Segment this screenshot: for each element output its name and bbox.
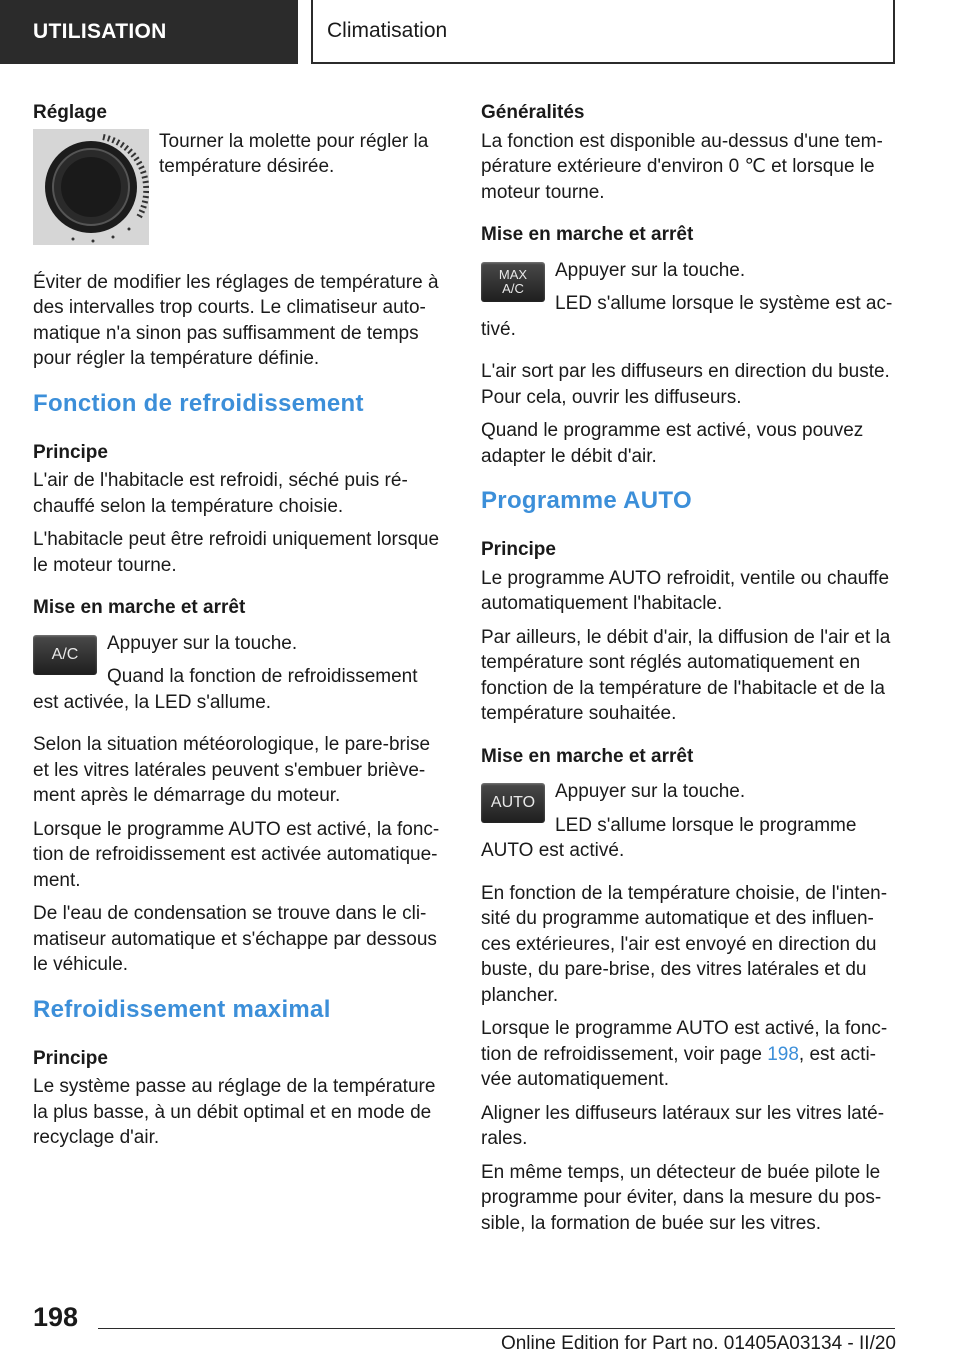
auto-principe-paragraph-1: Le programme AUTO refroidit, ventile ou chauffe automatiquement l'habitacle. <box>481 567 890 614</box>
footer-divider <box>98 1328 895 1329</box>
principe-paragraph-1: L'air de l'habitacle est refroidi, séché puis ré‐chauffé selon la température choisie. <box>33 470 408 517</box>
reglage-heading: Réglage <box>33 102 107 123</box>
auto-principe-paragraph-2: Par ailleurs, le débit d'air, la diffusion de l'air et la température sont réglés automatiquement en fonction de la température de l'habitacle et de la température souhaitée. <box>481 626 891 724</box>
auto-marche-arret-heading: Mise en marche et arrêt <box>481 745 694 767</box>
max-ac-label-2: A/C <box>502 280 524 296</box>
aligner-paragraph: Aligner les diffuseurs latéraux sur les vitres laté‐rales. <box>481 1102 885 1149</box>
auto-block <box>481 779 895 872</box>
programme-auto-title: Programme AUTO <box>481 487 692 514</box>
left-column <box>33 100 445 1159</box>
auto-button-label: AUTO <box>490 794 536 811</box>
chapter-tab <box>311 0 895 64</box>
temperature-knob-image <box>33 129 149 245</box>
lorsque-text-before: Lorsque le programme AUTO est activé, la fonc‐tion de refroidissement, voir page <box>481 1018 888 1065</box>
refroidissement-maximal-title: Refroidissement maximal <box>33 995 331 1023</box>
section-label: UTILISATION <box>33 20 167 43</box>
max-ac-led-text: LED s'allume lorsque le système est ac‐tivé. <box>481 293 893 340</box>
max-principe-heading: Principe <box>33 1047 108 1069</box>
meteo-paragraph: Selon la situation météorologique, le pare-brise et les vitres latérales peuvent s'embuer briève‐ment après le démarrage du moteur. <box>33 734 431 806</box>
right-column <box>481 100 895 1244</box>
generalites-paragraph: La fonction est disponible au-dessus d'une tem‐pérature extérieure d'environ 0 ℃ et lorsque le moteur tourne. <box>481 130 883 203</box>
auto-button-icon <box>481 783 545 823</box>
reglage-block <box>33 129 445 253</box>
auto-principe-heading: Principe <box>481 539 556 560</box>
reglage-note: Éviter de modifier les réglages de température à des intervalles trop courts. Le climatiseur auto‐matique n'a sinon pas suffisamment de temps pour régler la température définie. <box>33 271 439 369</box>
max-ac-instruction: Appuyer sur la touche. <box>555 259 746 281</box>
section-tab <box>0 0 298 64</box>
max-principe-paragraph: Le système passe au réglage de la température la plus basse, à un débit optimal et en mode de recyclage d'air. <box>33 1076 436 1148</box>
reglage-text: Tourner la molette pour régler la température désirée. <box>159 130 429 177</box>
ac-led-text: Quand la fonction de refroidissement est activée, la LED s'allume. <box>33 666 418 713</box>
chapter-title: Climatisation <box>327 19 448 42</box>
max-ac-block <box>481 258 895 351</box>
principe-paragraph-2: L'habitacle peut être refroidi uniquement lorsque le moteur tourne. <box>33 529 440 576</box>
programme-paragraph: Quand le programme est activé, vous pouvez adapter le débit d'air. <box>481 420 864 467</box>
marche-arret-heading-right: Mise en marche et arrêt <box>481 224 694 245</box>
refroidissement-title: Fonction de refroidissement <box>33 389 364 417</box>
max-ac-button-icon <box>481 262 545 302</box>
auto-led-text: LED s'allume lorsque le programme AUTO est activé. <box>481 814 857 861</box>
condensation-paragraph: De l'eau de condensation se trouve dans le cli‐matiseur automatique et s'échappe par dessous le véhicule. <box>33 903 437 975</box>
marche-arret-heading: Mise en marche et arrêt <box>33 597 246 618</box>
auto-paragraph: Lorsque le programme AUTO est activé, la fonc‐tion de refroidissement est activée automatique‐ment. <box>33 818 440 891</box>
page-reference-link[interactable]: 198 <box>767 1043 799 1065</box>
page-number: 198 <box>33 1302 79 1332</box>
lorsque-paragraph <box>481 1016 895 1093</box>
ac-instruction: Appuyer sur la touche. <box>107 632 298 654</box>
ac-button-icon <box>33 635 97 675</box>
meme-temps-paragraph: En même temps, un détecteur de buée pilote le programme pour éviter, dans la mesure du pos‐sible, la formation de buée sur les vitres. <box>481 1161 882 1234</box>
ac-button-label: A/C <box>51 645 79 663</box>
air-paragraph: L'air sort par les diffuseurs en direction du buste. Pour cela, ouvrir les diffuseurs. <box>481 361 890 408</box>
principe-heading: Principe <box>33 441 108 463</box>
lorsque-text-after: , est acti‐vée automatiquement. <box>481 1043 876 1090</box>
fonction-paragraph: En fonction de la température choisie, de l'inten‐sité du programme automatique et des influen‐ces extérieures, l'air est envoyé en direction du buste, du pare-brise, des vitres latérales et du plancher. <box>481 882 888 1006</box>
footer-edition: Online Edition for Part no. 01405A03134 - II/20 <box>500 1333 896 1354</box>
auto-instruction: Appuyer sur la touche. <box>555 781 746 802</box>
max-ac-label-1: MAX <box>498 266 528 282</box>
ac-block <box>33 631 445 724</box>
generalites-heading: Généralités <box>481 102 585 123</box>
